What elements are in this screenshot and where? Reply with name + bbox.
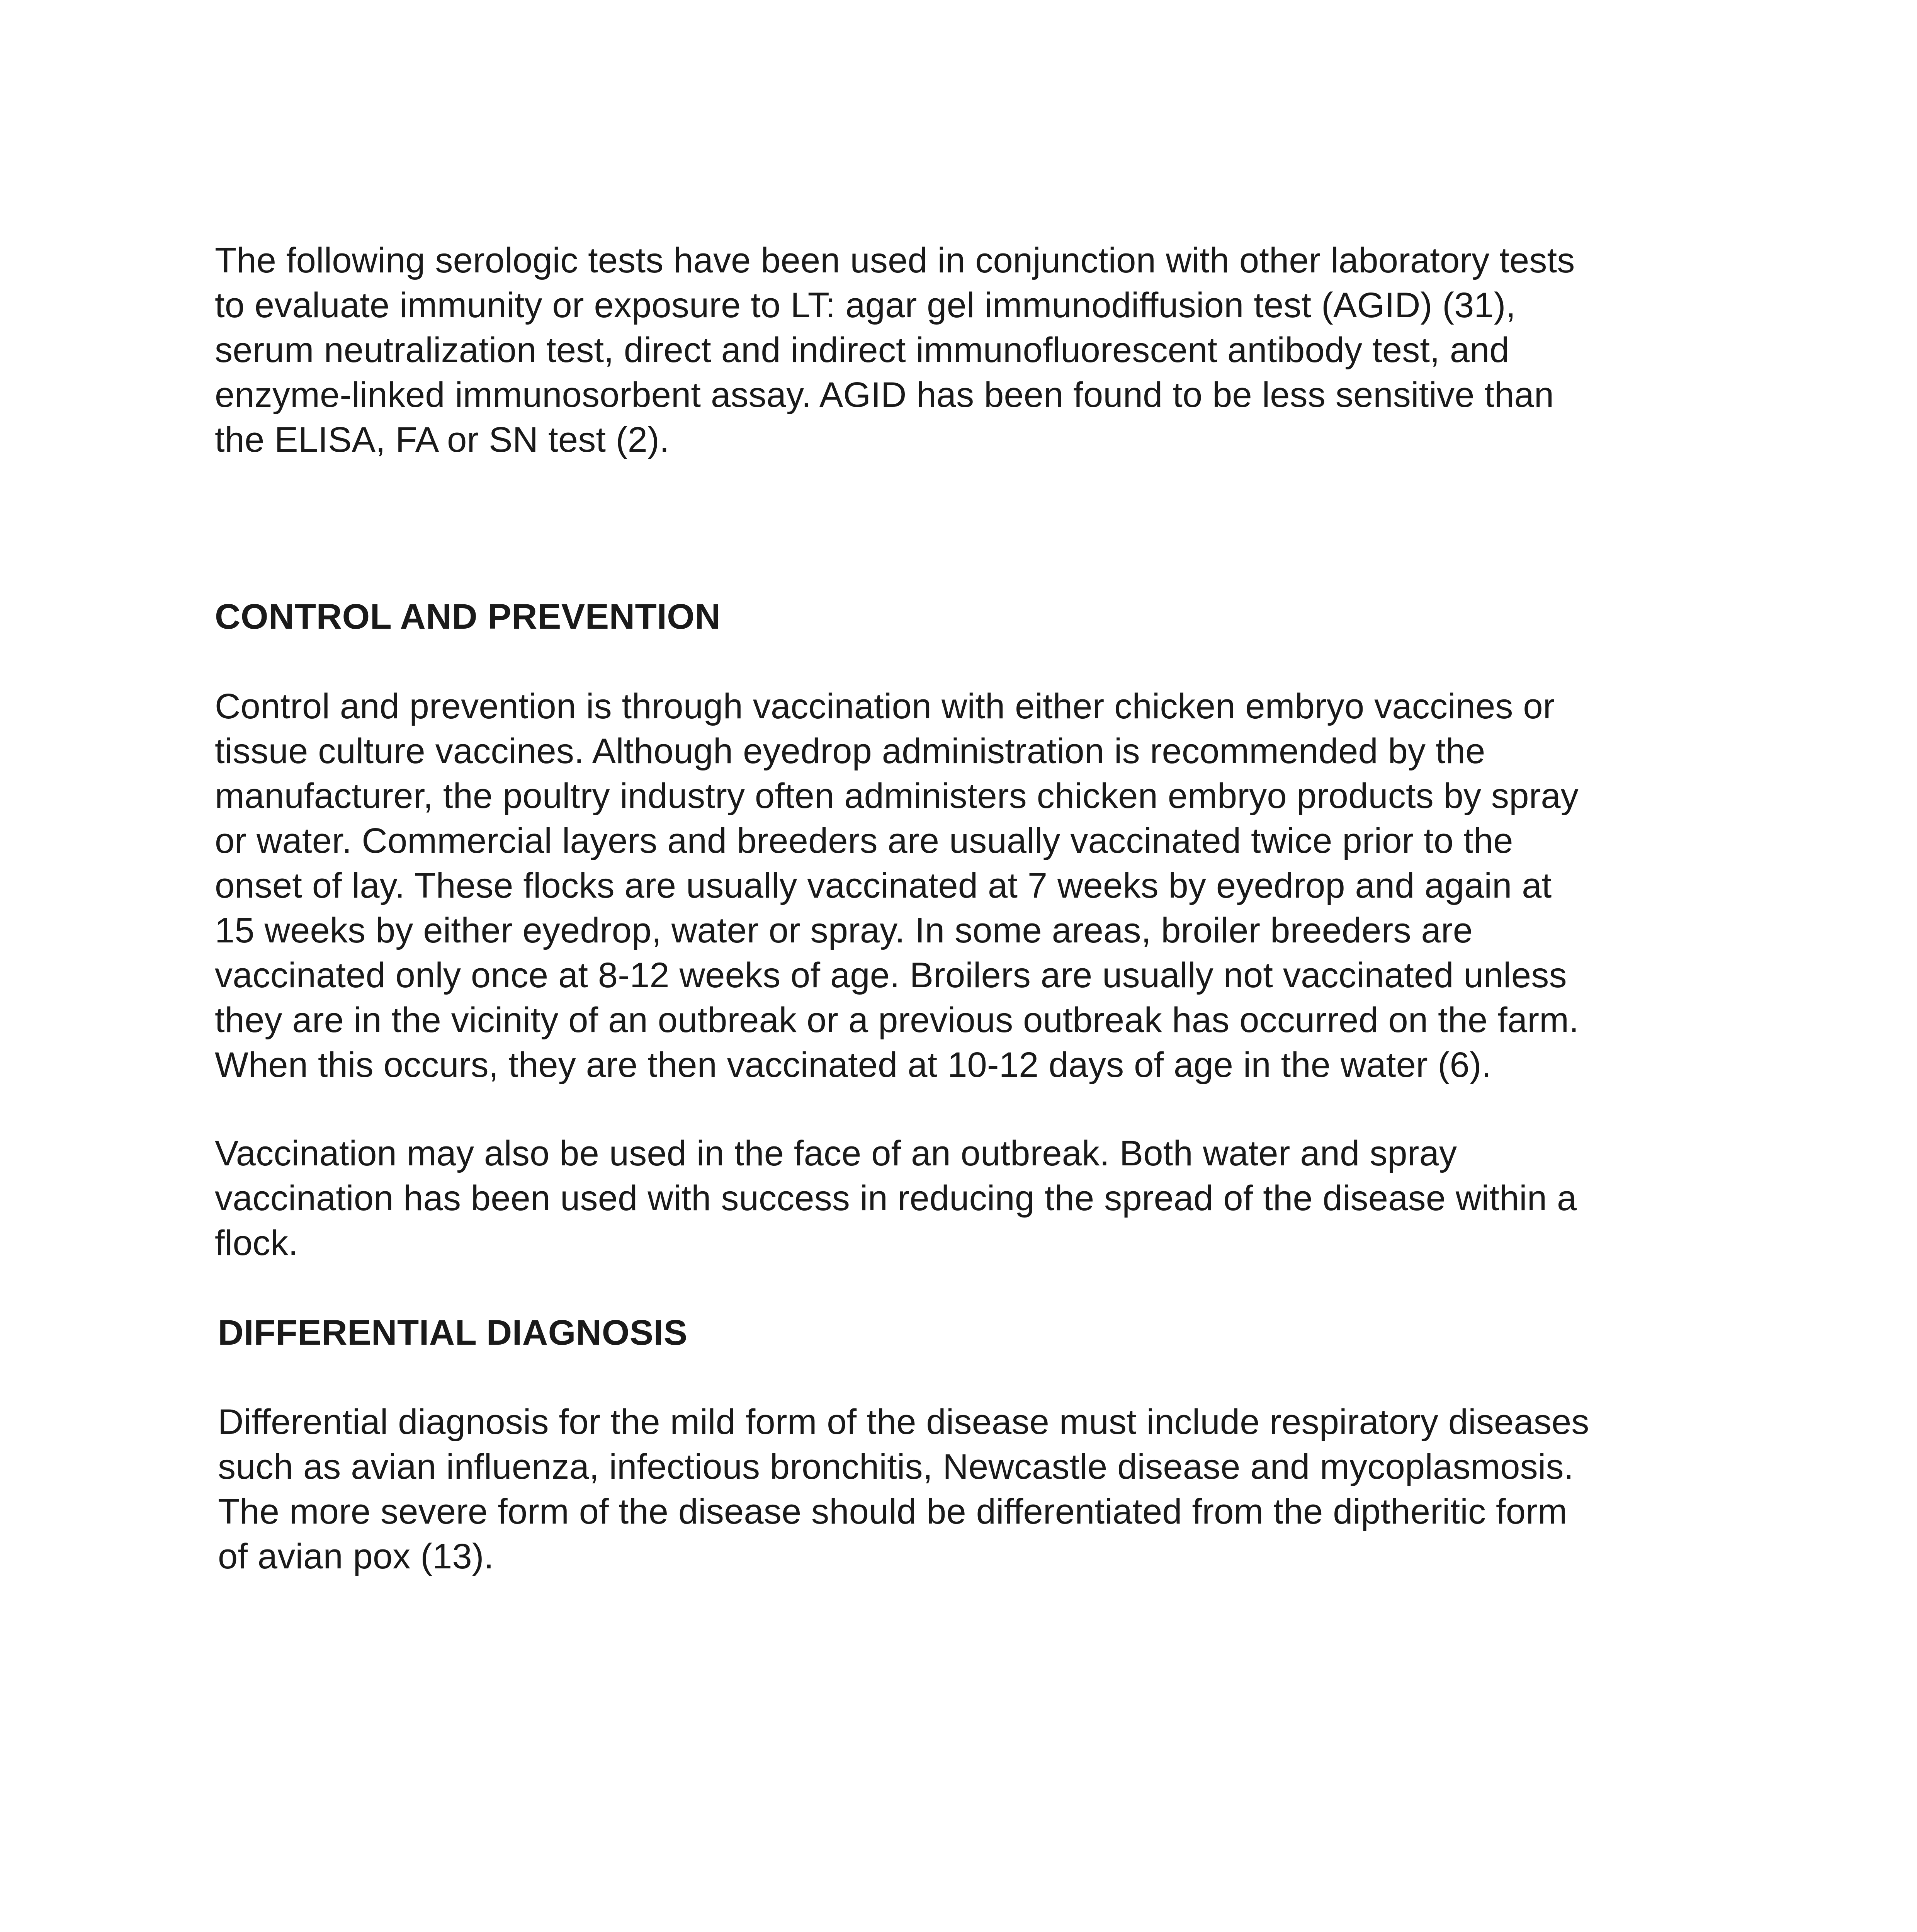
- text-line: Control and prevention is through vaccination with either chicken embryo vaccines or: [215, 687, 1555, 726]
- paragraph-serologic-tests: [215, 238, 1722, 462]
- text-line: 15 weeks by either eyedrop, water or spray. In some areas, broiler breeders are: [215, 911, 1473, 950]
- text-line: enzyme-linked immunosorbent assay. AGID has been found to be less sensitive than: [215, 375, 1554, 415]
- text-line: they are in the vicinity of an outbreak or a previous outbreak has occurred on the farm.: [215, 1000, 1579, 1040]
- heading-control-and-prevention: CONTROL AND PREVENTION: [215, 597, 721, 636]
- heading-differential-diagnosis: DIFFERENTIAL DIAGNOSIS: [218, 1313, 688, 1352]
- text-line: The more severe form of the disease should be differentiated from the diptheritic form: [218, 1492, 1567, 1531]
- text-line: The following serologic tests have been used in conjunction with other laboratory tests: [215, 241, 1575, 280]
- paragraph-outbreak-vaccination: [215, 1131, 1722, 1265]
- text-line: serum neutralization test, direct and indirect immunofluorescent antibody test, and: [215, 330, 1509, 370]
- text-line: vaccination has been used with success in reducing the spread of the disease within a: [215, 1179, 1577, 1218]
- text-line: or water. Commercial layers and breeders are usually vaccinated twice prior to the: [215, 821, 1513, 861]
- paragraph-differential-diagnosis: [218, 1400, 1725, 1579]
- text-line: When this occurs, they are then vaccinated at 10-12 days of age in the water (6).: [215, 1045, 1492, 1085]
- text-line: Vaccination may also be used in the face of an outbreak. Both water and spray: [215, 1134, 1457, 1173]
- text-line: the ELISA, FA or SN test (2).: [215, 420, 670, 459]
- text-line: vaccinated only once at 8-12 weeks of age. Broilers are usually not vaccinated unless: [215, 956, 1567, 995]
- text-line: to evaluate immunity or exposure to LT: agar gel immunodiffusion test (AGID) (31),: [215, 286, 1516, 325]
- paragraph-vaccination: [215, 684, 1722, 1087]
- text-line: such as avian influenza, infectious bronchitis, Newcastle disease and mycoplasmosis.: [218, 1447, 1574, 1486]
- text-line: tissue culture vaccines. Although eyedrop administration is recommended by the: [215, 731, 1485, 771]
- text-line: of avian pox (13).: [218, 1537, 494, 1576]
- text-line: manufacturer, the poultry industry often administers chicken embryo products by spray: [215, 776, 1579, 816]
- text-line: flock.: [215, 1223, 298, 1263]
- text-line: onset of lay. These flocks are usually vaccinated at 7 weeks by eyedrop and again at: [215, 866, 1552, 905]
- text-line: Differential diagnosis for the mild form of the disease must include respiratory diseases: [218, 1402, 1589, 1442]
